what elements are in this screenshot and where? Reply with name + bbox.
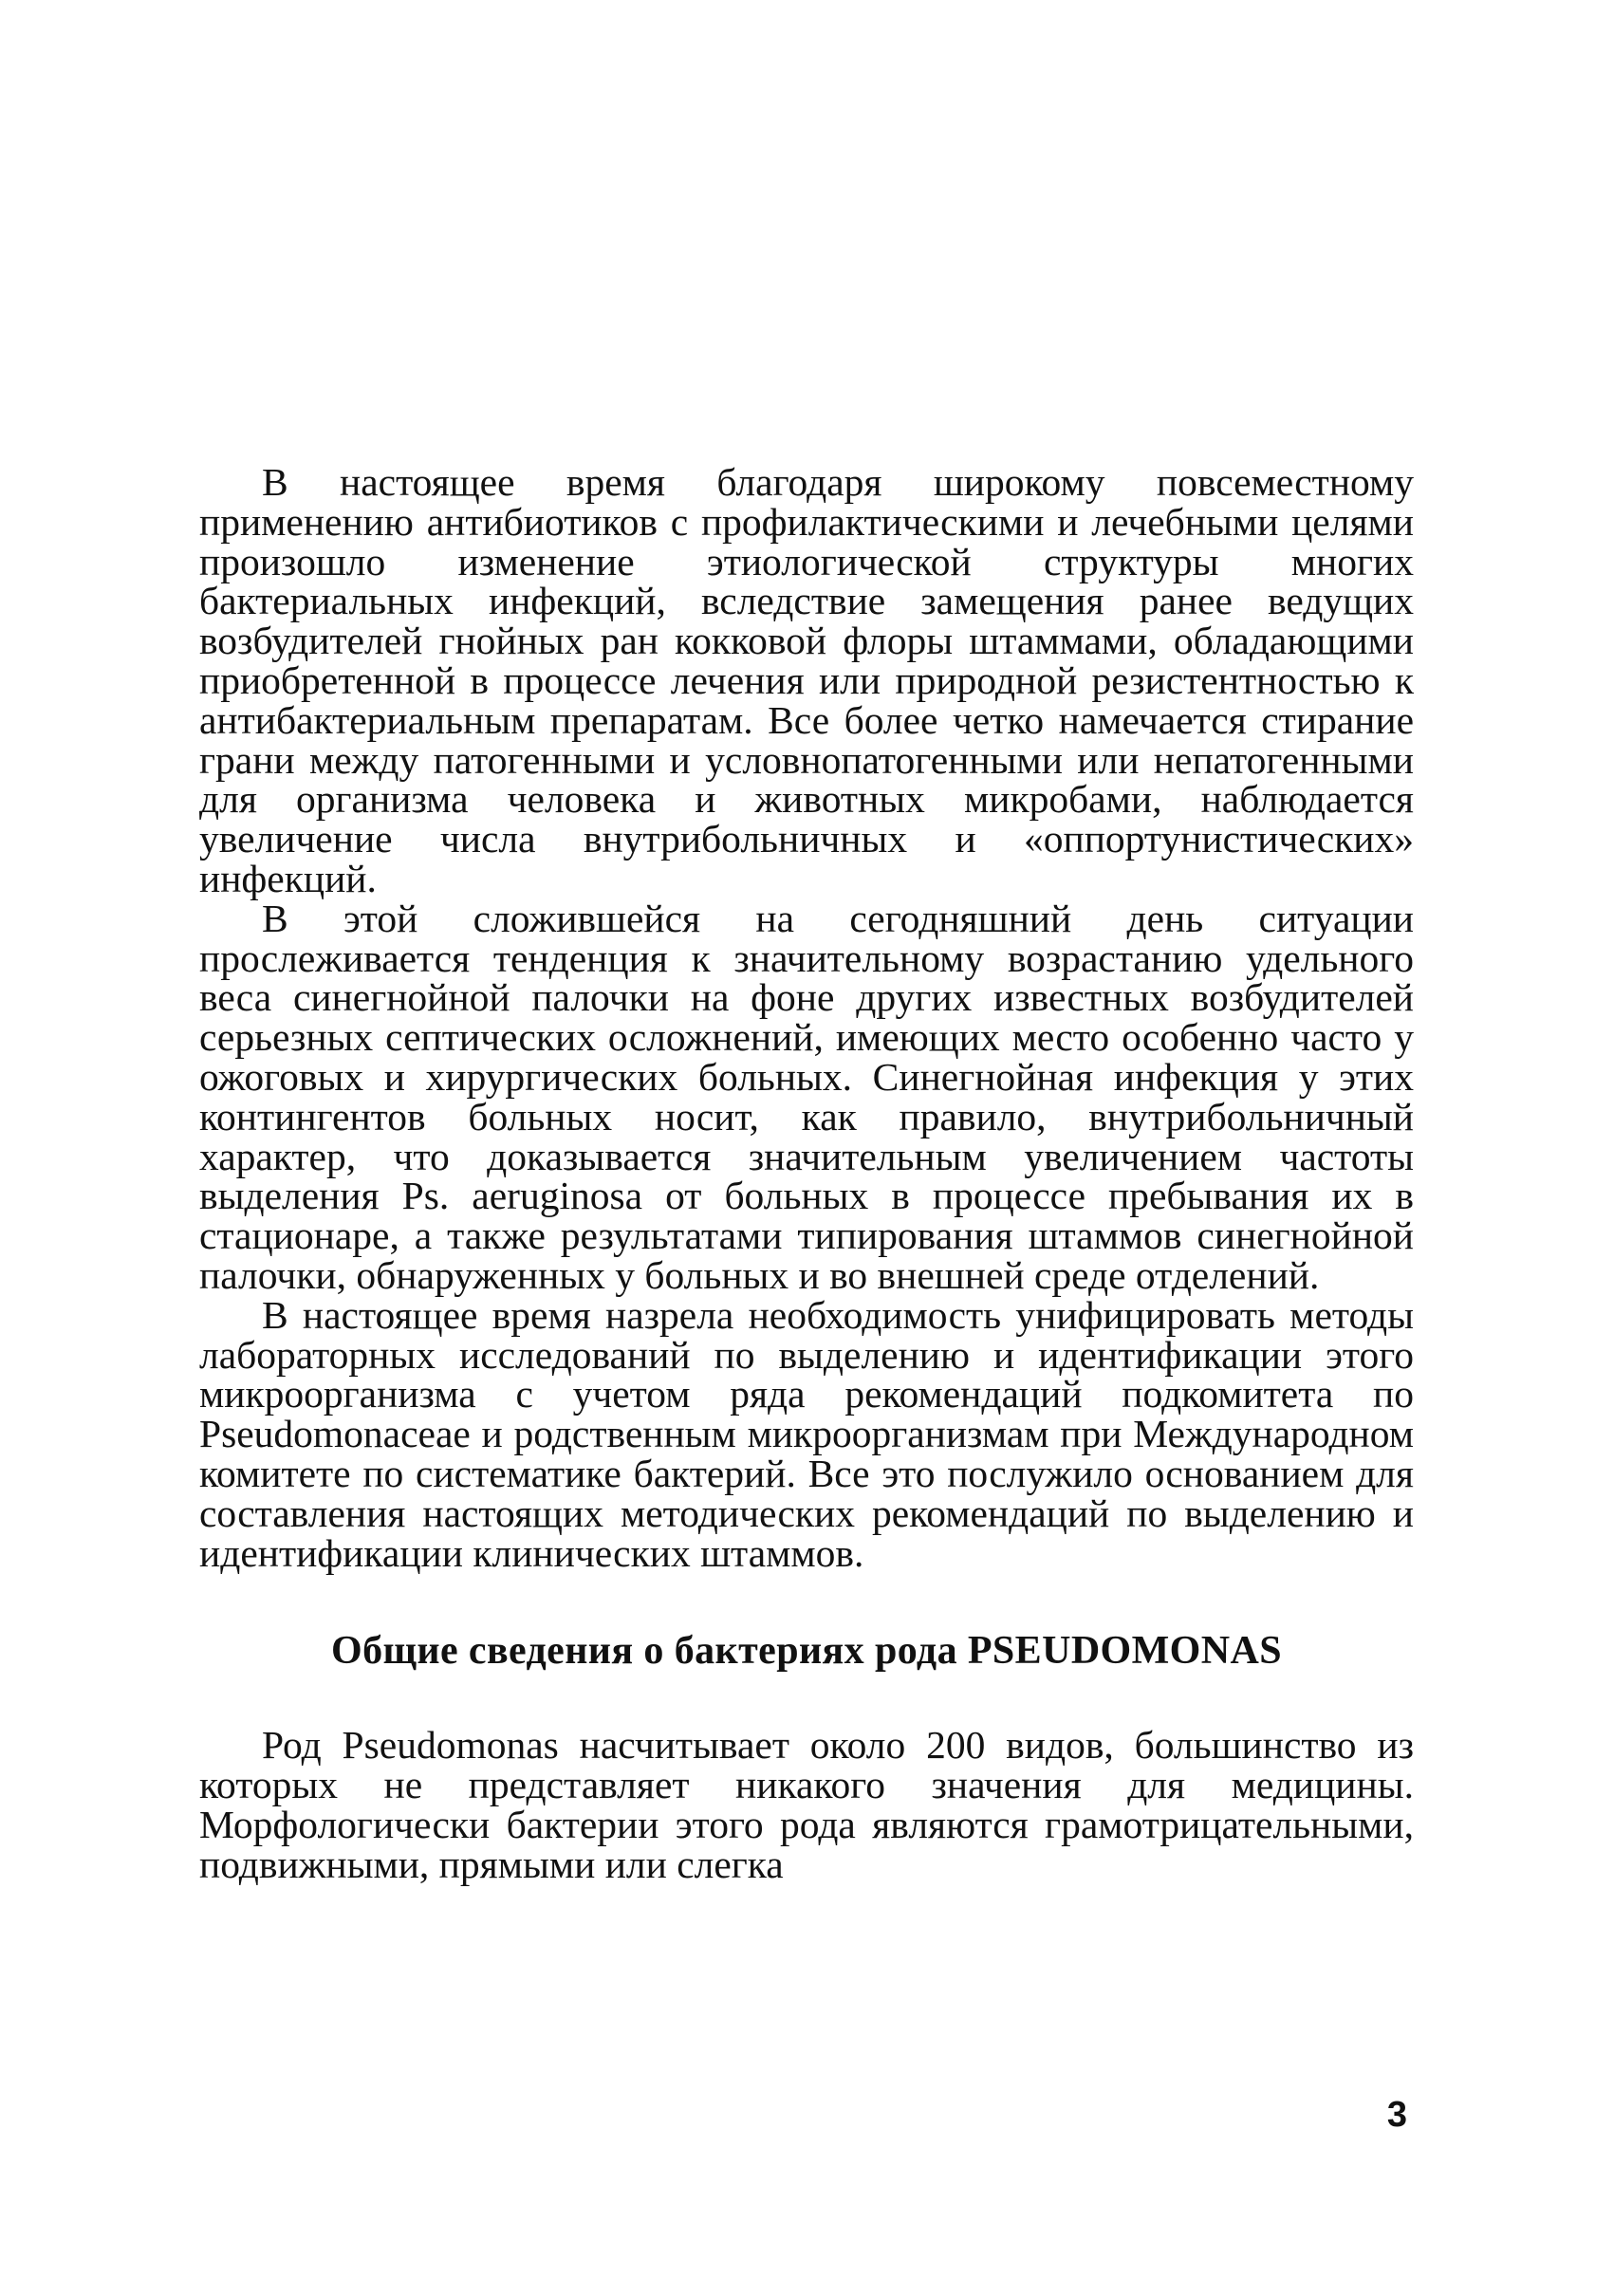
body-text bbox=[199, 460, 1414, 1886]
section-heading: Общие сведения о бактериях рода PSEUDOMONAS bbox=[331, 1629, 1282, 1674]
paragraph-3: В настоящее время назрела необходимость унифицировать методы лабораторных исследований по выделению и идентификации этого микроорганизма с учетом ряда рекомендаций подкомитета по Pseudomonaceae и родственным микроорганизмам при Международном комитете по систематике бактерий. Все это послужило основанием для составления настоящих методических рекомендаций по выделению и идентификации клинических штаммов. bbox=[199, 1292, 1414, 1575]
page-number: 3 bbox=[1386, 2095, 1407, 2135]
paragraph-1: В настоящее время благодаря широкому повсеместному применению антибиотиков с профилактическими и лечебными целями произошло изменение этиологической структуры многих бактериальных инфекций, вследствие замещения ранее ведущих возбудителей гнойных ран кокковой флоры штаммами, обладающими приобретенной в процессе лечения или природной резистентностью к антибактериальным препаратам. Все более четко намечается стирание грани между патогенными и условнопатогенными или непатогенными для организма человека и животных микробами, наблюдается увеличение числа внутрибольничных и «оппортунистических» инфекций. bbox=[199, 460, 1414, 900]
paragraph-2: В этой сложившейся на сегодняшний день ситуации прослеживается тенденция к значительному возрастанию удельного веса синегнойной палочки на фоне других известных возбудителей серьезных септических осложнений, имеющих место особенно часто у ожоговых и хирургических больных. Синегнойная инфекция у этих контингентов больных носит, как правило, внутрибольничный характер, что доказывается значительным увеличением частоты выделения Ps. aeruginosa от больных в процессе пребывания их в стационаре, а также результатами типирования штаммов синегнойной палочки, обнаруженных у больных и во внешней среде отделений. bbox=[199, 896, 1414, 1297]
section-paragraph: Род Pseudomonas насчитывает около 200 видов, большинство из которых не представляет никакого значения для медицины. Морфологически бактерии этого рода являются грамотрицательными, подвижными, прямыми или слегка bbox=[199, 1723, 1414, 1886]
